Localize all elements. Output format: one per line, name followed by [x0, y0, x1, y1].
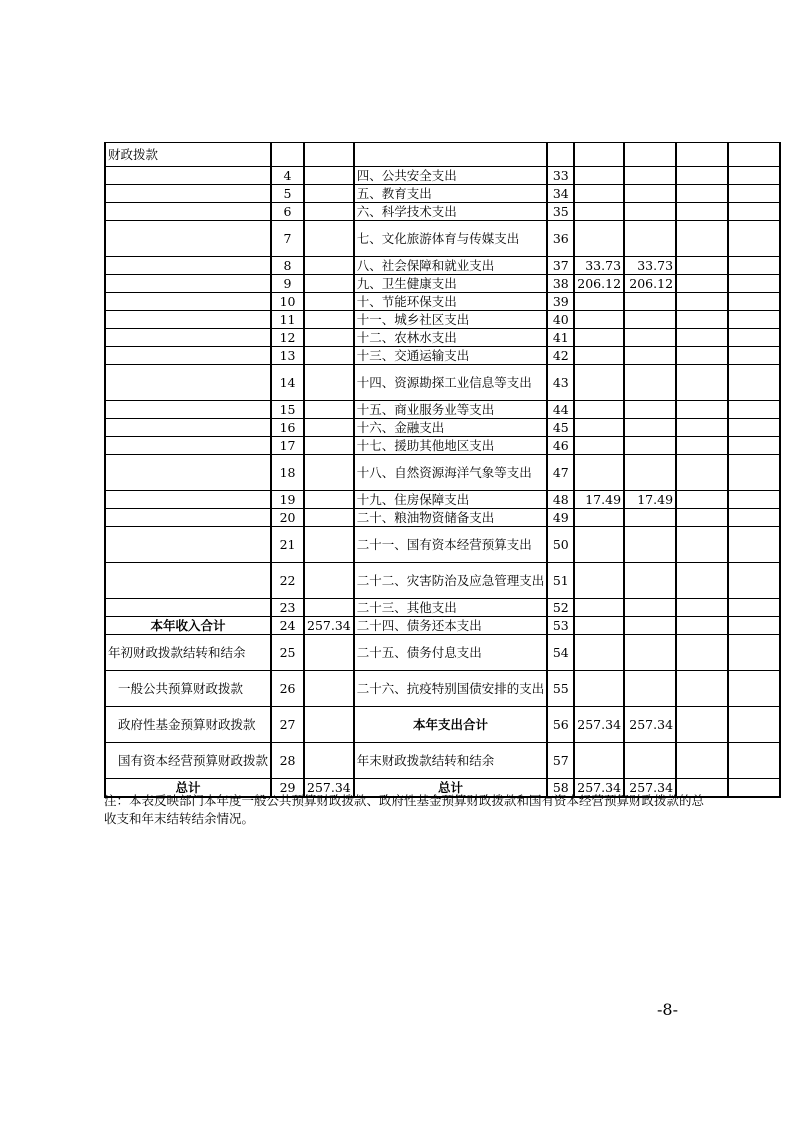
expense-amount — [574, 329, 624, 347]
table-row-fund-budget — [105, 707, 780, 743]
fund-budget-amount — [676, 527, 728, 563]
table-row-state-capital — [105, 743, 780, 779]
general-budget-amount — [624, 365, 676, 401]
expense-item-name: 十五、商业服务业等支出 — [354, 401, 548, 419]
state-capital-amount — [728, 563, 780, 599]
expense-item-name: 十八、自然资源海洋气象等支出 — [354, 455, 548, 491]
income-total-label: 本年收入合计 — [105, 617, 271, 635]
amount-cell — [304, 527, 354, 563]
table-row — [105, 293, 780, 311]
line-number: 8 — [271, 257, 304, 275]
empty-cell — [105, 167, 271, 185]
expense-item-name: 十二、农林水支出 — [354, 329, 548, 347]
expense-amount — [574, 437, 624, 455]
line-number: 51 — [547, 563, 574, 599]
table-row — [105, 329, 780, 347]
line-number: 6 — [271, 203, 304, 221]
line-number: 14 — [271, 365, 304, 401]
empty-cell — [547, 143, 574, 167]
empty-cell — [105, 419, 271, 437]
fund-budget-amount — [676, 365, 728, 401]
page-number: -8- — [657, 1000, 678, 1019]
line-number: 28 — [271, 743, 304, 779]
amount-cell — [728, 671, 780, 707]
table-row-income-total — [105, 617, 780, 635]
empty-cell — [105, 509, 271, 527]
amount-cell — [728, 743, 780, 779]
amount-cell — [574, 671, 624, 707]
fund-budget-amount — [676, 599, 728, 617]
table-row-general-budget — [105, 671, 780, 707]
line-number: 34 — [547, 185, 574, 203]
state-capital-amount — [728, 221, 780, 257]
expense-item-name: 二十三、其他支出 — [354, 599, 548, 617]
general-budget-amount — [624, 329, 676, 347]
fund-budget-amount — [676, 185, 728, 203]
line-number: 16 — [271, 419, 304, 437]
amount-cell — [304, 455, 354, 491]
line-number: 43 — [547, 365, 574, 401]
expense-amount: 206.12 — [574, 275, 624, 293]
line-number: 26 — [271, 671, 304, 707]
expense-amount — [574, 527, 624, 563]
carryover-end-label: 年末财政拨款结转和结余 — [354, 743, 548, 779]
general-budget-label: 一般公共预算财政拨款 — [105, 671, 271, 707]
fund-budget-amount — [676, 329, 728, 347]
amount-cell — [304, 329, 354, 347]
expense-amount — [574, 167, 624, 185]
amount-cell — [676, 743, 728, 779]
amount-cell — [624, 635, 676, 671]
amount-cell — [728, 617, 780, 635]
line-number: 53 — [547, 617, 574, 635]
amount-cell — [574, 743, 624, 779]
state-capital-label: 国有资本经营预算财政拨款 — [105, 743, 271, 779]
line-number: 18 — [271, 455, 304, 491]
amount-cell — [624, 743, 676, 779]
fund-budget-amount — [676, 275, 728, 293]
fiscal-appropriation-table — [104, 142, 781, 798]
general-budget-amount — [624, 563, 676, 599]
empty-cell — [105, 563, 271, 599]
empty-cell — [105, 437, 271, 455]
table-row — [105, 257, 780, 275]
line-number: 40 — [547, 311, 574, 329]
line-number: 23 — [271, 599, 304, 617]
fund-budget-amount — [676, 257, 728, 275]
fund-budget-amount — [676, 563, 728, 599]
general-budget-amount — [624, 347, 676, 365]
line-number: 52 — [547, 599, 574, 617]
state-capital-amount — [728, 293, 780, 311]
line-number: 17 — [271, 437, 304, 455]
empty-cell — [105, 275, 271, 293]
general-budget-amount — [624, 311, 676, 329]
expense-amount — [574, 221, 624, 257]
table-footnote: 注：本表反映部门本年度一般公共预算财政拨款、政府性基金预算财政拨款和国有资本经营预算财政拨款的总收支和年末结转结余情况。 — [104, 793, 705, 826]
expense-item-name: 六、科学技术支出 — [354, 203, 548, 221]
line-number: 42 — [547, 347, 574, 365]
amount-cell — [574, 635, 624, 671]
general-budget-amount — [624, 419, 676, 437]
line-number: 15 — [271, 401, 304, 419]
amount-cell — [304, 347, 354, 365]
line-number: 38 — [547, 275, 574, 293]
empty-cell — [105, 329, 271, 347]
expense-amount — [574, 347, 624, 365]
empty-cell — [304, 143, 354, 167]
amount-cell — [304, 635, 354, 671]
expense-amount — [574, 365, 624, 401]
expense-amount — [574, 311, 624, 329]
line-number: 13 — [271, 347, 304, 365]
amount-cell — [304, 275, 354, 293]
table-row — [105, 455, 780, 491]
empty-cell — [105, 221, 271, 257]
table-row — [105, 221, 780, 257]
fragment-left-label: 财政拨款 — [105, 143, 271, 167]
amount-cell — [728, 779, 780, 798]
state-capital-amount — [728, 329, 780, 347]
fund-budget-amount — [676, 221, 728, 257]
amount-cell — [304, 743, 354, 779]
expense-item-name: 二十四、债务还本支出 — [354, 617, 548, 635]
amount-cell — [676, 671, 728, 707]
amount-cell — [304, 401, 354, 419]
expense-item-name: 四、公共安全支出 — [354, 167, 548, 185]
state-capital-amount — [728, 509, 780, 527]
empty-cell — [676, 143, 728, 167]
general-budget-amount — [624, 185, 676, 203]
grand-total-left-label: 总计 — [105, 779, 271, 798]
line-number: 20 — [271, 509, 304, 527]
table-row — [105, 347, 780, 365]
amount-cell — [304, 365, 354, 401]
line-number: 12 — [271, 329, 304, 347]
table-body — [105, 143, 780, 617]
empty-cell — [105, 203, 271, 221]
line-number: 56 — [547, 707, 574, 743]
expense-item-name: 十七、援助其他地区支出 — [354, 437, 548, 455]
line-number: 57 — [547, 743, 574, 779]
amount-cell — [304, 437, 354, 455]
general-budget-amount: 33.73 — [624, 257, 676, 275]
amount-cell — [624, 617, 676, 635]
expense-item-name: 七、文化旅游体育与传媒支出 — [354, 221, 548, 257]
state-capital-amount — [728, 437, 780, 455]
expense-amount — [574, 401, 624, 419]
expense-amount: 33.73 — [574, 257, 624, 275]
amount-cell — [304, 311, 354, 329]
amount-cell — [676, 617, 728, 635]
expense-item-name: 十、节能环保支出 — [354, 293, 548, 311]
state-capital-amount — [728, 347, 780, 365]
line-number: 49 — [547, 509, 574, 527]
expense-item-name: 二十五、债务付息支出 — [354, 635, 548, 671]
amount-cell — [304, 293, 354, 311]
fund-budget-amount — [676, 293, 728, 311]
amount-cell — [728, 707, 780, 743]
line-number: 55 — [547, 671, 574, 707]
carryover-start-label: 年初财政拨款结转和结余 — [105, 635, 271, 671]
grand-total-general-amount: 257.34 — [624, 779, 676, 798]
table-row — [105, 203, 780, 221]
line-number: 25 — [271, 635, 304, 671]
income-total-amount: 257.34 — [304, 617, 354, 635]
line-number: 48 — [547, 491, 574, 509]
amount-cell — [676, 707, 728, 743]
state-capital-amount — [728, 599, 780, 617]
expense-item-name: 十四、资源勘探工业信息等支出 — [354, 365, 548, 401]
line-number: 27 — [271, 707, 304, 743]
table-row-fragment — [105, 143, 780, 167]
general-budget-amount — [624, 509, 676, 527]
expense-amount — [574, 419, 624, 437]
line-number: 41 — [547, 329, 574, 347]
line-number: 35 — [547, 203, 574, 221]
general-budget-amount — [624, 221, 676, 257]
state-capital-amount — [728, 203, 780, 221]
fund-budget-amount — [676, 491, 728, 509]
general-budget-amount — [624, 437, 676, 455]
expense-item-name: 十三、交通运输支出 — [354, 347, 548, 365]
amount-cell — [304, 203, 354, 221]
expense-amount — [574, 509, 624, 527]
general-budget-amount — [624, 401, 676, 419]
state-capital-amount — [728, 419, 780, 437]
amount-cell — [304, 563, 354, 599]
line-number: 47 — [547, 455, 574, 491]
fund-budget-amount — [676, 167, 728, 185]
empty-cell — [105, 257, 271, 275]
line-number: 7 — [271, 221, 304, 257]
table-row — [105, 563, 780, 599]
amount-cell — [304, 671, 354, 707]
empty-cell — [574, 143, 624, 167]
state-capital-amount — [728, 275, 780, 293]
state-capital-amount — [728, 401, 780, 419]
amount-cell — [304, 167, 354, 185]
table-row — [105, 509, 780, 527]
line-number: 19 — [271, 491, 304, 509]
fund-budget-amount — [676, 437, 728, 455]
expense-item-name: 九、卫生健康支出 — [354, 275, 548, 293]
table-row — [105, 401, 780, 419]
line-number: 11 — [271, 311, 304, 329]
state-capital-amount — [728, 185, 780, 203]
expense-amount — [574, 599, 624, 617]
amount-cell — [304, 257, 354, 275]
line-number: 29 — [271, 779, 304, 798]
expense-amount — [574, 185, 624, 203]
empty-cell — [105, 365, 271, 401]
state-capital-amount — [728, 491, 780, 509]
expense-item-name: 八、社会保障和就业支出 — [354, 257, 548, 275]
expense-amount — [574, 455, 624, 491]
state-capital-amount — [728, 257, 780, 275]
amount-cell — [304, 419, 354, 437]
expense-total-amount: 257.34 — [574, 707, 624, 743]
empty-cell — [105, 599, 271, 617]
expense-item-name: 十六、金融支出 — [354, 419, 548, 437]
general-budget-amount — [624, 293, 676, 311]
table-row — [105, 437, 780, 455]
table-row — [105, 275, 780, 293]
grand-total-right-label: 总计 — [354, 779, 548, 798]
expense-item-name: 十一、城乡社区支出 — [354, 311, 548, 329]
grand-total-income-amount: 257.34 — [304, 779, 354, 798]
line-number: 37 — [547, 257, 574, 275]
amount-cell — [624, 671, 676, 707]
amount-cell — [728, 635, 780, 671]
fund-budget-amount — [676, 401, 728, 419]
table-row — [105, 185, 780, 203]
line-number: 45 — [547, 419, 574, 437]
line-number: 33 — [547, 167, 574, 185]
general-budget-amount: 206.12 — [624, 275, 676, 293]
empty-cell — [271, 143, 304, 167]
expense-item-name: 二十六、抗疫特别国债安排的支出 — [354, 671, 548, 707]
summary-rows — [105, 617, 780, 798]
state-capital-amount — [728, 527, 780, 563]
expense-item-name: 二十一、国有资本经营预算支出 — [354, 527, 548, 563]
line-number: 44 — [547, 401, 574, 419]
general-budget-amount — [624, 203, 676, 221]
line-number: 22 — [271, 563, 304, 599]
fund-budget-amount — [676, 311, 728, 329]
amount-cell — [304, 509, 354, 527]
state-capital-amount — [728, 167, 780, 185]
fund-budget-amount — [676, 203, 728, 221]
table-row — [105, 527, 780, 563]
table-row — [105, 167, 780, 185]
empty-cell — [105, 293, 271, 311]
fund-budget-amount — [676, 347, 728, 365]
line-number: 5 — [271, 185, 304, 203]
general-budget-amount — [624, 599, 676, 617]
empty-cell — [354, 143, 548, 167]
expense-amount: 17.49 — [574, 491, 624, 509]
amount-cell — [304, 599, 354, 617]
expense-amount — [574, 563, 624, 599]
line-number: 58 — [547, 779, 574, 798]
line-number: 21 — [271, 527, 304, 563]
empty-cell — [105, 401, 271, 419]
table-row — [105, 599, 780, 617]
amount-cell — [676, 635, 728, 671]
table-row — [105, 311, 780, 329]
expense-item-name: 十九、住房保障支出 — [354, 491, 548, 509]
empty-cell — [105, 185, 271, 203]
expense-item-name: 二十、粮油物资储备支出 — [354, 509, 548, 527]
line-number: 50 — [547, 527, 574, 563]
empty-cell — [105, 455, 271, 491]
amount-cell — [304, 221, 354, 257]
empty-cell — [728, 143, 780, 167]
table-row — [105, 365, 780, 401]
general-budget-amount — [624, 455, 676, 491]
amount-cell — [304, 491, 354, 509]
empty-cell — [624, 143, 676, 167]
expense-total-general-amount: 257.34 — [624, 707, 676, 743]
amount-cell — [304, 707, 354, 743]
line-number: 54 — [547, 635, 574, 671]
table-row-carryover-start — [105, 635, 780, 671]
expense-amount — [574, 293, 624, 311]
general-budget-amount — [624, 167, 676, 185]
table-row — [105, 419, 780, 437]
fund-budget-amount — [676, 455, 728, 491]
line-number: 4 — [271, 167, 304, 185]
expense-item-name: 五、教育支出 — [354, 185, 548, 203]
fund-budget-amount — [676, 509, 728, 527]
line-number: 39 — [547, 293, 574, 311]
empty-cell — [105, 491, 271, 509]
fund-budget-amount — [676, 419, 728, 437]
line-number: 24 — [271, 617, 304, 635]
state-capital-amount — [728, 311, 780, 329]
fund-budget-label: 政府性基金预算财政拨款 — [105, 707, 271, 743]
general-budget-amount — [624, 527, 676, 563]
line-number: 9 — [271, 275, 304, 293]
empty-cell — [105, 527, 271, 563]
amount-cell — [304, 185, 354, 203]
empty-cell — [105, 311, 271, 329]
state-capital-amount — [728, 365, 780, 401]
expense-item-name: 二十二、灾害防治及应急管理支出 — [354, 563, 548, 599]
line-number: 46 — [547, 437, 574, 455]
grand-total-expense-amount: 257.34 — [574, 779, 624, 798]
line-number: 36 — [547, 221, 574, 257]
empty-cell — [105, 347, 271, 365]
expense-amount — [574, 203, 624, 221]
state-capital-amount — [728, 455, 780, 491]
amount-cell — [574, 617, 624, 635]
table-row — [105, 491, 780, 509]
general-budget-amount: 17.49 — [624, 491, 676, 509]
expense-total-label: 本年支出合计 — [354, 707, 548, 743]
line-number: 10 — [271, 293, 304, 311]
